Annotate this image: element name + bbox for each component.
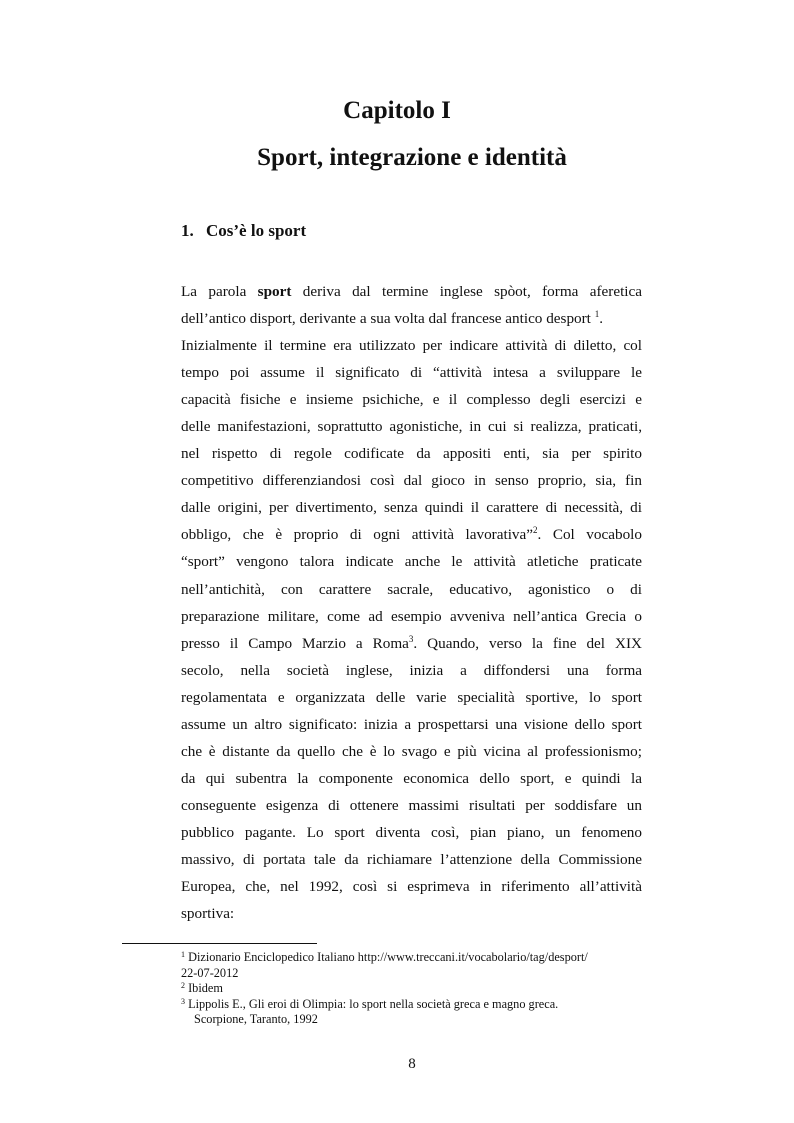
body-text: preparazione militare, come ad esempio avveniva nell’antica Grecia o bbox=[181, 607, 642, 625]
body-text: pubblico pagante. Lo sport diventa così, pian piano, un fenomeno bbox=[181, 823, 642, 841]
footnote-text: Scorpione, Taranto, 1992 bbox=[194, 1012, 318, 1027]
footnote-ref: 3 bbox=[181, 996, 185, 1006]
body-line bbox=[181, 765, 642, 792]
body-paragraph bbox=[181, 278, 642, 927]
body-text: Inizialmente il termine era utilizzato per indicare attività di diletto, col bbox=[181, 337, 642, 355]
body-line bbox=[181, 684, 642, 711]
body-line bbox=[181, 576, 642, 603]
footnote-ref: 1 bbox=[181, 950, 185, 959]
body-line bbox=[181, 792, 642, 819]
body-line bbox=[181, 521, 642, 548]
body-line bbox=[181, 819, 642, 846]
body-text: secolo, nella società inglese, inizia a diffondersi una forma bbox=[181, 661, 642, 679]
body-text: . Col vocabolo bbox=[537, 526, 642, 544]
body-text: nell’antichità, con carattere sacrale, educativo, agonistico o di bbox=[181, 580, 642, 598]
footnotes bbox=[181, 950, 588, 1028]
body-text: . Quando, verso la fine del XIX bbox=[413, 634, 642, 652]
body-line bbox=[181, 711, 642, 738]
body-line bbox=[181, 413, 642, 440]
page-number: 8 bbox=[408, 1056, 416, 1072]
body-line bbox=[181, 440, 642, 467]
body-line bbox=[181, 738, 642, 765]
footnote-text: Dizionario Enciclopedico Italiano http://www.treccani.it/vocabolario/tag/desport/ bbox=[185, 950, 588, 964]
footnote-ref: 2 bbox=[181, 981, 185, 991]
body-text: capacità fisiche e insieme psichiche, e il complesso degli esercizi e bbox=[181, 391, 642, 409]
body-text: presso il Campo Marzio a Roma bbox=[181, 634, 409, 652]
body-line bbox=[181, 603, 642, 630]
emphasis-term: sport bbox=[257, 283, 292, 300]
body-text: sportiva: bbox=[181, 905, 235, 923]
footnote-line bbox=[181, 950, 588, 966]
body-line bbox=[181, 305, 642, 332]
body-text: assume un altro significato: inizia a prospettarsi una visione dello sport bbox=[181, 715, 642, 733]
body-text: dell’antico disport, derivante a sua volta dal francese antico desport bbox=[181, 310, 595, 328]
body-text: competitivo differenziandosi così dal gioco in senso proprio, sia, fin bbox=[181, 472, 642, 490]
body-text: dalle origini, per divertimento, senza quindi il carattere di necessità, di bbox=[181, 499, 642, 517]
body-line bbox=[181, 467, 642, 494]
body-line bbox=[181, 332, 642, 359]
body-text: conseguente esigenza di ottenere massimi risultati per soddisfare un bbox=[181, 796, 642, 814]
body-text: “sport” vengono talora indicate anche le attività atletiche praticate bbox=[181, 553, 642, 571]
body-line bbox=[181, 386, 642, 413]
section-heading bbox=[181, 219, 306, 243]
footnote-text: Ibidem bbox=[185, 981, 223, 996]
body-line bbox=[181, 359, 642, 386]
footnote-line bbox=[181, 966, 588, 982]
footnote-ref: 1 bbox=[594, 309, 600, 320]
body-text: obbligo, che è proprio di ogni attività lavorativa” bbox=[181, 526, 533, 544]
body-line bbox=[181, 548, 642, 575]
body-text: che è distante da quello che è lo svago e più vicina al professionismo; bbox=[181, 742, 642, 760]
footnote-divider bbox=[122, 943, 317, 944]
footnote-line bbox=[181, 1012, 588, 1028]
footnote-text: Lippolis E., Gli eroi di Olimpia: lo sport nella società greca e magno greca. bbox=[185, 996, 559, 1011]
body-text: delle manifestazioni, soprattutto agonistiche, in cui si realizza, praticati, bbox=[181, 418, 642, 436]
body-line bbox=[181, 873, 642, 900]
body-text: da qui subentra la componente economica dello sport, e quindi la bbox=[181, 769, 642, 787]
body-text: regolamentata e organizzata delle varie specialità sportive, lo sport bbox=[181, 688, 642, 706]
body-text: nel rispetto di regole codificate da appositi enti, sia per spirito bbox=[181, 445, 642, 463]
body-line bbox=[181, 630, 642, 657]
body-text: Europea, che, nel 1992, così si esprimeva in riferimento all’attività bbox=[181, 878, 642, 896]
body-text: deriva dal termine inglese spòot, forma aferetica bbox=[291, 283, 643, 300]
body-text: La parola bbox=[181, 283, 258, 300]
footnote-ref: 3 bbox=[408, 633, 414, 644]
section-title: Cos’è lo sport bbox=[206, 221, 307, 240]
body-line bbox=[181, 846, 642, 873]
footnote-line bbox=[181, 981, 588, 997]
footnote-ref: 2 bbox=[532, 525, 538, 536]
body-line bbox=[181, 657, 642, 684]
body-line bbox=[181, 494, 642, 521]
body-text: tempo poi assume il significato di “attività intesa a sviluppare le bbox=[181, 364, 642, 382]
body-text: massivo, di portata tale da richiamare l’attenzione della Commissione bbox=[181, 850, 642, 868]
body-text: . bbox=[599, 310, 604, 328]
chapter-title: Sport, integrazione e identità bbox=[257, 144, 567, 171]
chapter-number: Capitolo I bbox=[343, 97, 451, 124]
body-line bbox=[181, 278, 642, 305]
footnote-line bbox=[181, 997, 588, 1013]
section-number: 1. bbox=[181, 221, 194, 240]
body-line bbox=[181, 900, 642, 927]
footnote-text: 22-07-2012 bbox=[181, 965, 239, 980]
